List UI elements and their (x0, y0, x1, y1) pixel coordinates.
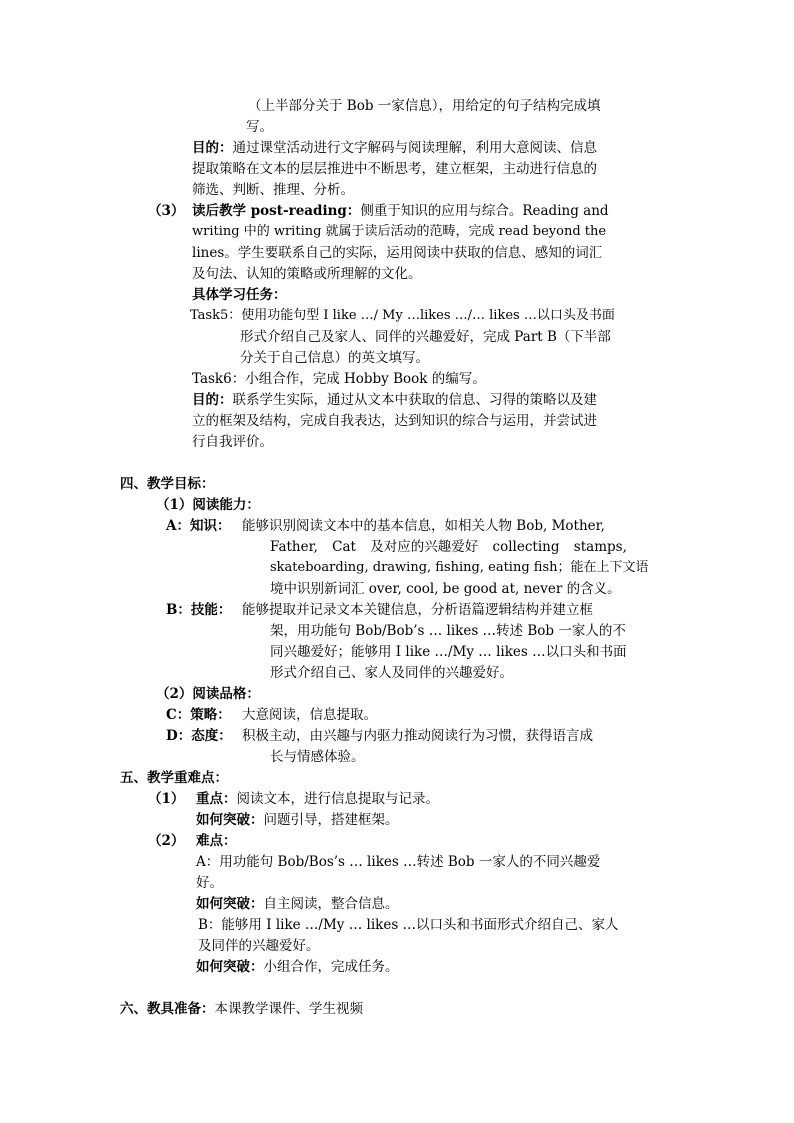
how-to-break-3-text: 小组合作，完成任务。 (263, 959, 399, 975)
task5-line-2: 形式介绍自己及家人、同伴的兴趣爱好，完成 Part B（下半部 (240, 329, 611, 345)
difficulty-b-line-2: 及同伴的兴趣爱好。 (198, 938, 320, 954)
reading-quality-heading: （2）阅读品格： (156, 686, 260, 702)
goal-line-3: 筛选、判断、推理、分析。 (192, 182, 354, 198)
knowledge-line-3: skateboarding, drawing, fishing, eating fish；能在上下文语 (270, 560, 649, 575)
attitude-label: D：态度： (166, 728, 232, 744)
attitude-line-1: 积极主动，由兴趣与内驱力推动阅读行为习惯，获得语言成 (242, 728, 593, 744)
section-4-heading: 四、教学目标： (120, 476, 215, 492)
goal-text: 通过课堂活动进行文字解码与阅读理解，利用大意阅读、信息 (232, 140, 597, 156)
post-reading-number: （3） (148, 203, 185, 219)
section-6-heading: 六、教具准备： (120, 1001, 215, 1017)
how-to-break-3-label: 如何突破： (196, 959, 264, 975)
post-goal-text: 联系学生实际，通过从文本中获取的信息、习得的策略以及建 (232, 392, 597, 408)
post-reading-line-3: lines。学生要联系自己的实际，运用阅读中获取的信息、感知的词汇 (192, 245, 603, 261)
knowledge-text-1-content: 能够识别阅读文本中的基本信息，如相关人物 Bob, Mother, (242, 518, 605, 534)
how-to-break-3 (196, 957, 399, 977)
attitude-line-2: 长与情感体验。 (270, 749, 365, 765)
difficulty-label: 难点： (196, 833, 237, 849)
how-to-break-1 (196, 810, 399, 830)
section-5-heading: 五、教学重难点： (120, 770, 228, 786)
difficulty-a-line-1: A：用功能句 Bob/Bos’s … likes …转述 Bob 一家人的不同兴趣爱 (196, 854, 601, 870)
post-goal-line-2: 立的框架及结构，完成自我表达，达到知识的综合与运用，并尝试进 (192, 413, 597, 429)
knowledge-line-2: Father, Cat 及对应的兴趣爱好 collecting stamps, (270, 539, 627, 555)
skill-line-1: 能够提取并记录文本关键信息，分析语篇逻辑结构并建立框 (242, 602, 593, 618)
how-to-break-2-text: 自主阅读，整合信息。 (263, 896, 399, 912)
post-goal-line-1 (192, 390, 597, 410)
goal-label: 目的： (192, 140, 233, 156)
key-point-text: 阅读文本，进行信息提取与记录。 (236, 791, 439, 807)
difficulty-a-line-2: 好。 (196, 875, 223, 891)
tasks-label: 具体学习任务： (192, 287, 287, 303)
task4-line-2: 写。 (246, 119, 273, 135)
skill-line-4: 形式介绍自己、家人及同伴的兴趣爱好。 (270, 665, 513, 681)
task5-line-1: Task5：使用功能句型 I like …/ My …likes …/… likes …以口头及书面 (190, 308, 615, 323)
key-point-line (196, 789, 439, 809)
skill-line-2: 架，用功能句 Bob/Bob’s … likes …转述 Bob 一家人的不 (270, 623, 626, 639)
how-to-break-1-label: 如何突破： (196, 812, 264, 828)
knowledge-line-1 (166, 516, 230, 536)
post-reading-line-1 (192, 201, 674, 221)
skill-line-3: 同兴趣爱好；能够用 I like …/My … likes …以口头和书面 (270, 644, 627, 660)
strategy-label: C：策略： (166, 707, 231, 723)
post-reading-text-1: 侧重于知识的应用与综合。Reading and (360, 203, 609, 219)
knowledge-text-1 (242, 516, 672, 536)
knowledge-line-4: 境中识别新词汇 over, cool, be good at, never 的含义。 (270, 581, 621, 597)
difficulty-number: （2） (148, 833, 185, 849)
section-6-line (120, 999, 363, 1019)
how-to-break-2 (196, 894, 399, 914)
key-point-number: （1） (148, 791, 185, 807)
skill-label: B：技能： (166, 602, 232, 618)
section-6-text: 本课教学课件、学生视频 (214, 1001, 363, 1017)
strategy-text: 大意阅读，信息提取。 (242, 707, 377, 723)
task4-line-1: （上半部分关于 Bob 一家信息），用给定的句子结构完成填 (248, 98, 601, 114)
difficulty-b-line-1: B：能够用 I like …/My … likes …以口头和书面形式介绍自己、家人 (198, 917, 619, 933)
reading-ability-heading: （1）阅读能力： (156, 497, 260, 513)
task6-line: Task6：小组合作，完成 Hobby Book 的编写。 (192, 371, 486, 387)
post-goal-line-3: 行自我评价。 (192, 434, 273, 450)
key-point-label: 重点： (196, 791, 237, 807)
goal-paragraph-1 (192, 138, 597, 158)
goal-line-2: 提取策略在文本的层层推进中不断思考，建立框架，主动进行信息的 (192, 161, 597, 177)
how-to-break-1-text: 问题引导，搭建框架。 (263, 812, 399, 828)
post-reading-title: 读后教学 post-reading： (192, 203, 361, 219)
how-to-break-2-label: 如何突破： (196, 896, 264, 912)
knowledge-label: A：知识： (166, 518, 231, 534)
post-reading-line-2: writing 中的 writing 就属于读后活动的范畴，完成 read beyond the (192, 224, 607, 239)
post-goal-label: 目的： (192, 392, 233, 408)
post-reading-line-4: 及句法、认知的策略或所理解的文化。 (192, 266, 422, 282)
task5-line-3: 分关于自己信息）的英文填写。 (240, 350, 429, 366)
